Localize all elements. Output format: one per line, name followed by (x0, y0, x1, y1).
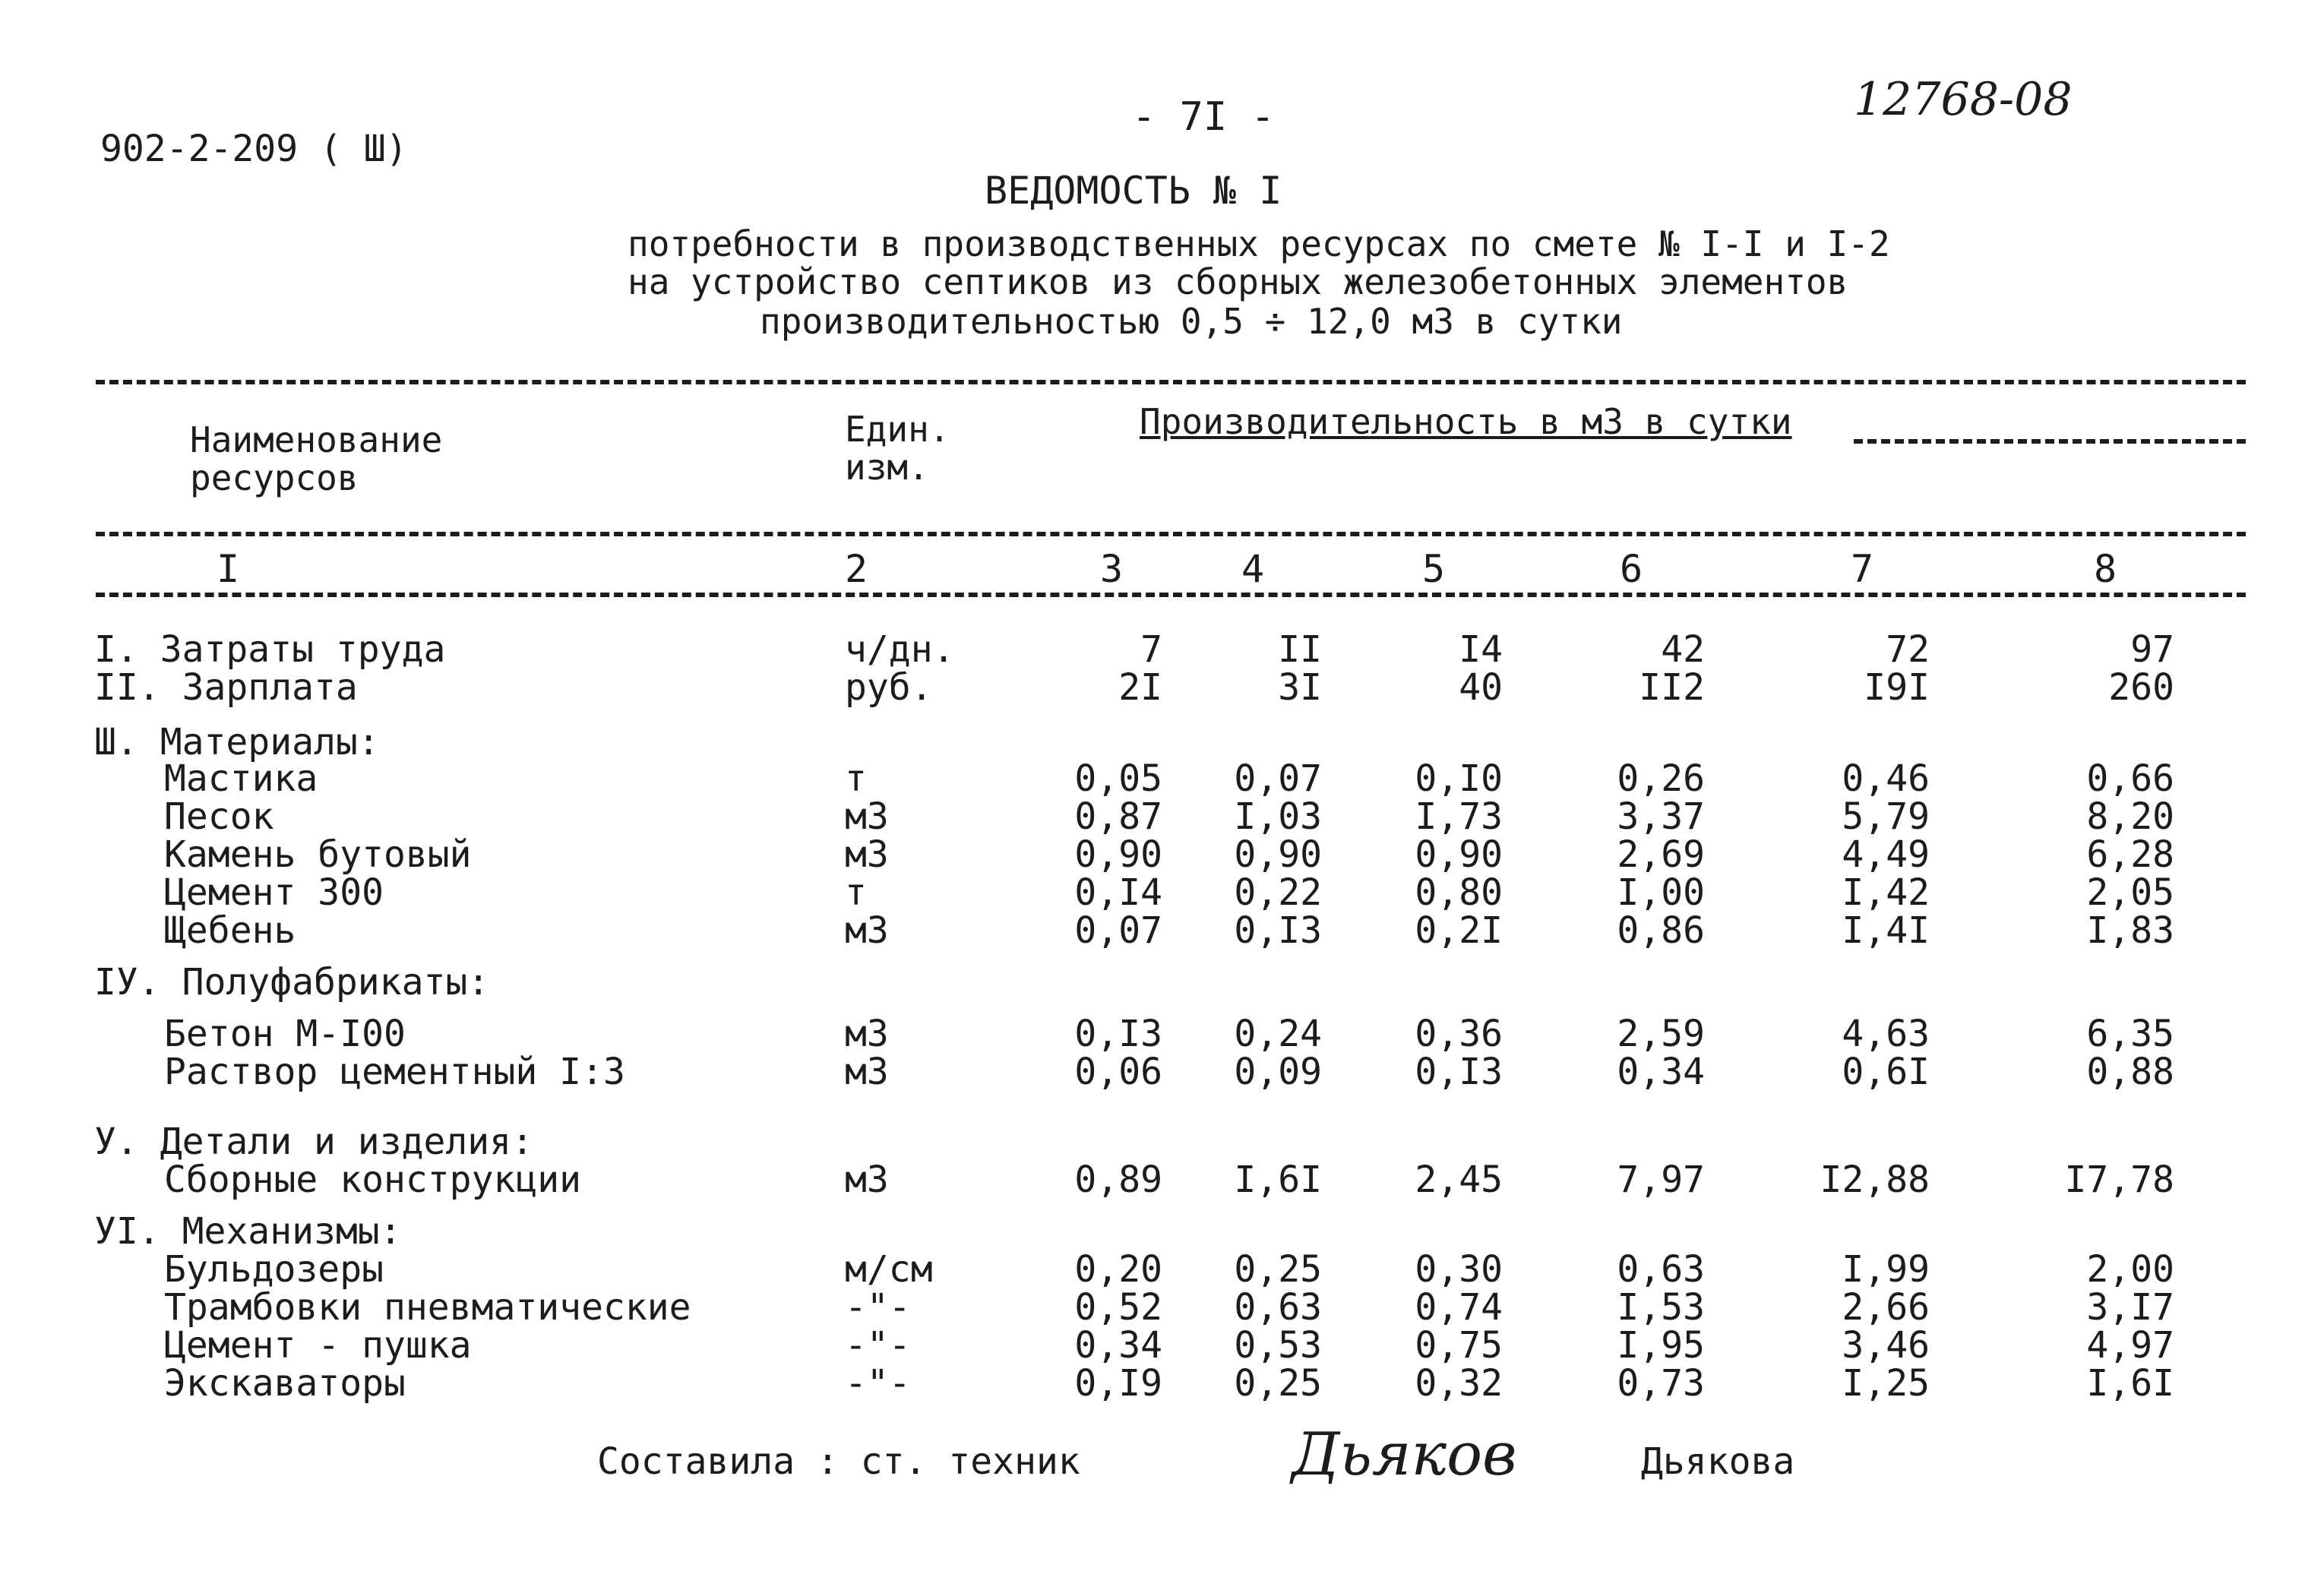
value-cell-col-5: I4 (1459, 628, 1503, 671)
value-cell-col-8: 0,66 (2086, 757, 2174, 800)
value-cell-col-5: 40 (1459, 666, 1503, 709)
value-cell-col-7: 5,79 (1842, 795, 1930, 838)
table-row (0, 1053, 2324, 1091)
value-cell-col-3: 0,05 (1074, 757, 1162, 800)
signature: Дьяков (1292, 1421, 1517, 1489)
resource-name: Камень бутовый (164, 833, 472, 876)
value-cell-col-8: 4,97 (2086, 1324, 2174, 1367)
page-number: - 7I - (1132, 94, 1275, 140)
unit-cell: м3 (845, 1013, 889, 1055)
column-header-performance: Производительность в м3 в сутки (1140, 401, 1792, 442)
table-row (0, 1015, 2324, 1053)
table-row (0, 628, 2324, 671)
value-cell-col-7: I2,88 (1820, 1158, 1930, 1201)
unit-cell: м3 (845, 1051, 889, 1093)
table-row (0, 1248, 2324, 1291)
value-cell-col-4: I,6I (1234, 1158, 1322, 1201)
performance-header-rule (1854, 439, 2246, 444)
column-number-1: I (217, 547, 240, 591)
value-cell-col-8: I,6I (2086, 1362, 2174, 1405)
value-cell-col-3: 0,90 (1074, 833, 1162, 876)
resource-name: Песок (164, 795, 274, 838)
resource-name: Бетон М-I00 (164, 1013, 406, 1055)
unit-cell: м3 (845, 833, 889, 876)
value-cell-col-4: 0,07 (1234, 757, 1322, 800)
value-cell-col-4: 0,25 (1234, 1362, 1322, 1405)
unit-cell: м3 (845, 1158, 889, 1201)
column-number-7: 7 (1851, 547, 1874, 591)
value-cell-col-8: 2,05 (2086, 871, 2174, 914)
value-cell-col-7: 3,46 (1842, 1324, 1930, 1367)
subtitle-line-2: на устройство септиков из сборных железобетонных элементов (628, 261, 1848, 302)
value-cell-col-8: 97 (2130, 628, 2174, 671)
value-cell-col-3: 0,52 (1074, 1286, 1162, 1329)
value-cell-col-5: 2,45 (1415, 1158, 1503, 1201)
value-cell-col-6: 3,37 (1617, 795, 1705, 838)
value-cell-col-6: 2,59 (1617, 1013, 1705, 1055)
column-number-6: 6 (1620, 547, 1643, 591)
value-cell-col-7: I,25 (1842, 1362, 1930, 1405)
resource-name: Трамбовки пневматические (164, 1286, 691, 1329)
value-cell-col-4: 0,90 (1234, 833, 1322, 876)
value-cell-col-6: 7,97 (1617, 1158, 1705, 1201)
section-title: IУ. Полуфабрикаты: (94, 961, 490, 1004)
unit-cell: -"- (845, 1324, 911, 1367)
value-cell-col-6: 0,63 (1617, 1248, 1705, 1291)
section-title: У. Детали и изделия: (94, 1121, 533, 1163)
value-cell-col-7: I,99 (1842, 1248, 1930, 1291)
value-cell-col-6: 42 (1661, 628, 1705, 671)
value-cell-col-4: 0,63 (1234, 1286, 1322, 1329)
unit-cell: т (845, 757, 867, 800)
value-cell-col-6: 2,69 (1617, 833, 1705, 876)
value-cell-col-8: 2,00 (2086, 1248, 2174, 1291)
table-top-rule (96, 380, 2246, 384)
unit-cell: м3 (845, 909, 889, 952)
value-cell-col-4: II (1278, 628, 1322, 671)
value-cell-col-4: 0,24 (1234, 1013, 1322, 1055)
column-header-name (190, 421, 442, 497)
value-cell-col-7: I,4I (1842, 909, 1930, 952)
value-cell-col-7: 0,46 (1842, 757, 1930, 800)
value-cell-col-6: I,00 (1617, 871, 1705, 914)
value-cell-col-3: 0,06 (1074, 1051, 1162, 1093)
column-number-8: 8 (2094, 547, 2117, 591)
value-cell-col-3: 0,20 (1074, 1248, 1162, 1291)
value-cell-col-6: 0,34 (1617, 1051, 1705, 1093)
resource-name: Цемент 300 (164, 871, 384, 914)
value-cell-col-6: I,95 (1617, 1324, 1705, 1367)
value-cell-col-3: 0,I3 (1074, 1013, 1162, 1055)
value-cell-col-5: I,73 (1415, 795, 1503, 838)
table-row (0, 1158, 2324, 1201)
value-cell-col-3: 0,I4 (1074, 871, 1162, 914)
value-cell-col-8: 6,35 (2086, 1013, 2174, 1055)
column-header-name-line-2: ресурсов (190, 457, 359, 498)
value-cell-col-6: 0,86 (1617, 909, 1705, 952)
compiled-by-label: Составила : ст. техник (597, 1440, 1080, 1483)
column-header-unit (845, 410, 950, 486)
value-cell-col-5: 0,2I (1415, 909, 1503, 952)
value-cell-col-3: 0,87 (1074, 795, 1162, 838)
unit-cell: -"- (845, 1362, 911, 1405)
table-row (0, 871, 2324, 914)
column-header-name-line-1: Наименование (190, 419, 443, 460)
value-cell-col-4: 3I (1278, 666, 1322, 709)
value-cell-col-4: I,03 (1234, 795, 1322, 838)
unit-cell: м3 (845, 795, 889, 838)
statement-title: ВЕДОМОСТЬ № I (985, 169, 1282, 213)
unit-cell: -"- (845, 1286, 911, 1329)
column-number-4: 4 (1241, 547, 1265, 591)
unit-cell: руб. (845, 666, 933, 709)
value-cell-col-5: 0,75 (1415, 1324, 1503, 1367)
column-header-unit-line-2: изм. (845, 447, 929, 488)
table-row (0, 1362, 2324, 1405)
resource-name: Мастика (164, 757, 318, 800)
subtitle-line-1: потребности в производственных ресурсах по смете № I-I и I-2 (628, 223, 1890, 264)
value-cell-col-7: 2,66 (1842, 1286, 1930, 1329)
value-cell-col-4: 0,25 (1234, 1248, 1322, 1291)
document-code: 902-2-209 ( Ш) (100, 128, 408, 170)
section-title: Ш. Материалы: (94, 721, 380, 763)
value-cell-col-8: I7,78 (2064, 1158, 2174, 1201)
value-cell-col-6: II2 (1639, 666, 1705, 709)
value-cell-col-7: 72 (1886, 628, 1930, 671)
value-cell-col-4: 0,53 (1234, 1324, 1322, 1367)
value-cell-col-3: 2I (1118, 666, 1162, 709)
table-row (0, 666, 2324, 709)
resource-name: Щебень (164, 909, 296, 952)
value-cell-col-4: 0,22 (1234, 871, 1322, 914)
value-cell-col-3: 0,I9 (1074, 1362, 1162, 1405)
table-row (0, 757, 2324, 800)
column-number-3: 3 (1100, 547, 1124, 591)
table-row (0, 833, 2324, 876)
resource-name: Бульдозеры (164, 1248, 384, 1291)
value-cell-col-8: 3,I7 (2086, 1286, 2174, 1329)
value-cell-col-5: 0,90 (1415, 833, 1503, 876)
value-cell-col-3: 0,34 (1074, 1324, 1162, 1367)
value-cell-col-5: 0,I3 (1415, 1051, 1503, 1093)
column-number-5: 5 (1422, 547, 1446, 591)
resource-name: Сборные конструкции (164, 1158, 582, 1201)
value-cell-col-6: 0,73 (1617, 1362, 1705, 1405)
value-cell-col-5: 0,74 (1415, 1286, 1503, 1329)
resource-name: Цемент - пушка (164, 1324, 472, 1367)
resource-name: II. Зарплата (94, 666, 358, 709)
table-row (0, 1286, 2324, 1329)
table-row (0, 909, 2324, 952)
table-header-rule (96, 532, 2246, 536)
value-cell-col-7: I9I (1864, 666, 1930, 709)
unit-cell: т (845, 871, 867, 914)
value-cell-col-6: 0,26 (1617, 757, 1705, 800)
value-cell-col-4: 0,I3 (1234, 909, 1322, 952)
value-cell-col-7: 0,6I (1842, 1051, 1930, 1093)
value-cell-col-8: 0,88 (2086, 1051, 2174, 1093)
value-cell-col-3: 7 (1140, 628, 1162, 671)
resource-name: Экскаваторы (164, 1362, 406, 1405)
subtitle-line-3: производительностью 0,5 ÷ 12,0 м3 в сутки (760, 301, 1623, 342)
value-cell-col-8: 260 (2108, 666, 2174, 709)
value-cell-col-8: 6,28 (2086, 833, 2174, 876)
inventory-number: 12768-08 (1854, 73, 2073, 126)
value-cell-col-3: 0,07 (1074, 909, 1162, 952)
value-cell-col-4: 0,09 (1234, 1051, 1322, 1093)
value-cell-col-8: 8,20 (2086, 795, 2174, 838)
value-cell-col-8: I,83 (2086, 909, 2174, 952)
value-cell-col-6: I,53 (1617, 1286, 1705, 1329)
column-number-2: 2 (845, 547, 868, 591)
value-cell-col-7: I,42 (1842, 871, 1930, 914)
column-header-unit-line-1: Един. (845, 409, 950, 450)
value-cell-col-7: 4,49 (1842, 833, 1930, 876)
value-cell-col-7: 4,63 (1842, 1013, 1930, 1055)
column-numbers-rule (96, 593, 2246, 597)
resource-name: I. Затраты труда (94, 628, 446, 671)
unit-cell: ч/дн. (845, 628, 955, 671)
value-cell-col-5: 0,I0 (1415, 757, 1503, 800)
value-cell-col-5: 0,32 (1415, 1362, 1503, 1405)
value-cell-col-5: 0,80 (1415, 871, 1503, 914)
table-row (0, 1324, 2324, 1367)
compiler-name: Дьякова (1641, 1440, 1795, 1483)
resource-name: Раствор цементный I:3 (164, 1051, 625, 1093)
value-cell-col-3: 0,89 (1074, 1158, 1162, 1201)
value-cell-col-5: 0,30 (1415, 1248, 1503, 1291)
value-cell-col-5: 0,36 (1415, 1013, 1503, 1055)
section-title: УI. Механизмы: (94, 1210, 402, 1253)
table-row (0, 795, 2324, 838)
unit-cell: м/см (845, 1248, 933, 1291)
